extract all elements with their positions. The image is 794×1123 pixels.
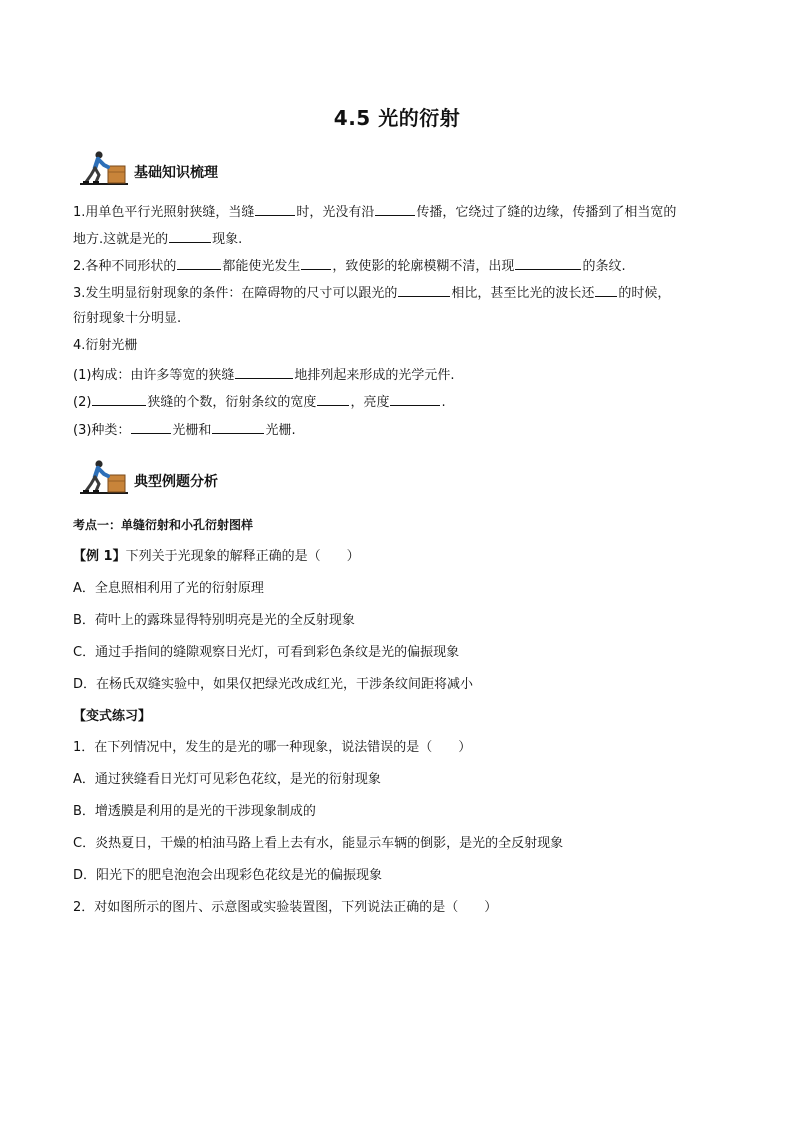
section-title-examples: 典型例题分析 — [134, 474, 218, 490]
example-1-option: D．在杨氏双缝实验中，如果仅把绿光改成红光，干涉条纹间距将减小 — [73, 677, 474, 692]
section-header-basic — [78, 148, 378, 188]
blank — [255, 203, 295, 216]
example-1-option: A．全息照相利用了光的衍射原理 — [73, 581, 264, 596]
knowledge-line-4: 4.衍射光栅 — [73, 338, 138, 353]
practice-heading: 【变式练习】 — [73, 709, 152, 724]
knowledge-line-1b: 地方.这就是光的 现象. — [73, 232, 243, 247]
blank — [595, 284, 617, 297]
blank — [169, 230, 211, 243]
blank — [212, 421, 264, 434]
question-1-option: D．阳光下的肥皂泡泡会出现彩色花纹是光的偏振现象 — [73, 868, 383, 883]
question-1-option: B．增透膜是利用的是光的干涉现象制成的 — [73, 804, 316, 819]
example-tag: 【例 1】 — [73, 549, 126, 564]
example-1-stem: 【例 1】下列关于光现象的解释正确的是（ ） — [73, 549, 360, 564]
section-header-examples — [78, 457, 378, 497]
knowledge-line-1: 1.用单色平行光照射狭缝，当缝 时，光没有沿 传播，它绕过了缝的边缘，传播到了相当宽的 — [73, 205, 677, 220]
blank — [235, 366, 293, 379]
example-1-option: C．通过手指间的缝隙观察日光灯，可看到彩色条纹是光的偏振现象 — [73, 645, 460, 660]
blank — [317, 393, 349, 406]
blank — [390, 393, 440, 406]
topic-heading: 考点一：单缝衍射和小孔衍射图样 — [73, 518, 254, 532]
blank — [177, 257, 221, 270]
knowledge-line-2: 2.各种不同形状的 都能使光发生 ，致使影的轮廓模糊不清，出现 的条纹. — [73, 259, 626, 274]
blank — [301, 257, 331, 270]
example-1-option: B．荷叶上的露珠显得特别明亮是光的全反射现象 — [73, 613, 355, 628]
pushing-box-icon — [78, 457, 130, 497]
question-1-stem: 1．在下列情况中，发生的是光的哪一种现象，说法错误的是（ ） — [73, 740, 472, 755]
blank — [92, 393, 146, 406]
knowledge-line-3: 3.发生明显衍射现象的条件：在障碍物的尺寸可以跟光的 相比，甚至比光的波长还 的时候， — [73, 286, 671, 301]
question-1-option: C．炎热夏日，干燥的柏油马路上看上去有水，能显示车辆的倒影，是光的全反射现象 — [73, 836, 564, 851]
blank — [398, 284, 450, 297]
question-1-option: A．通过狭缝看日光灯可见彩色花纹，是光的衍射现象 — [73, 772, 381, 787]
knowledge-line-3b: 衍射现象十分明显. — [73, 311, 182, 326]
page-title: 4.5 光的衍射 — [333, 106, 461, 130]
knowledge-line-4-3: (3)种类： 光栅和 光栅. — [73, 423, 296, 438]
section-title-basic: 基础知识梳理 — [134, 165, 218, 181]
blank — [131, 421, 171, 434]
question-2-stem: 2．对如图所示的图片、示意图或实验装置图，下列说法正确的是（ ） — [73, 900, 498, 915]
blank — [515, 257, 581, 270]
knowledge-line-4-2: (2) 狭缝的个数，衍射条纹的宽度 ，亮度 . — [73, 395, 446, 410]
pushing-box-icon — [78, 148, 130, 188]
knowledge-line-4-1: (1)构成：由许多等宽的狭缝 地排列起来形成的光学元件. — [73, 368, 455, 383]
blank — [375, 203, 415, 216]
